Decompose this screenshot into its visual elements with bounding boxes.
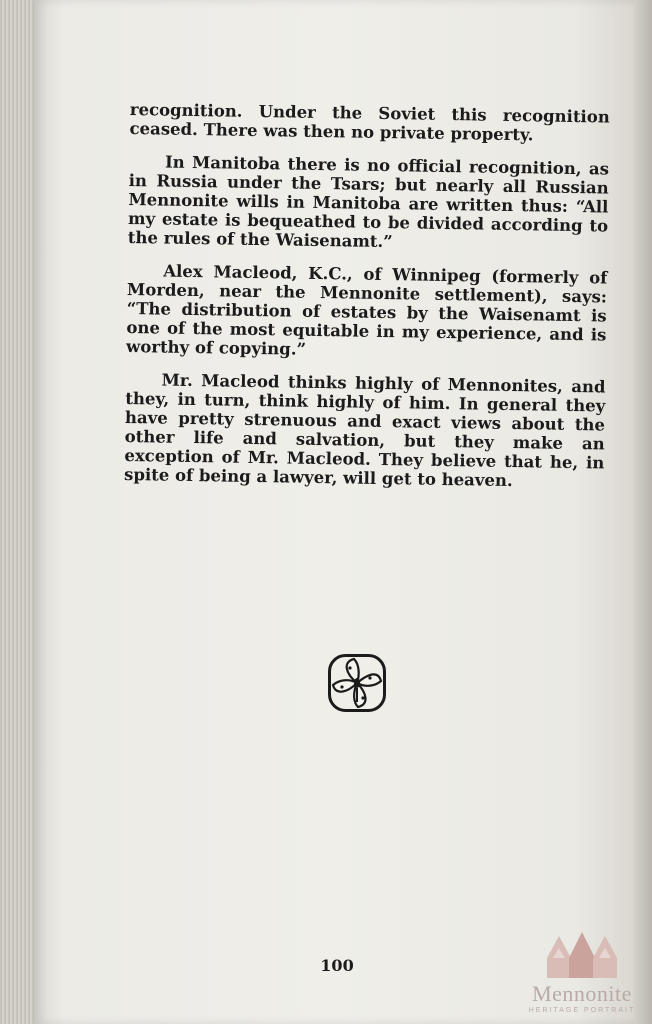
paragraph-3: Alex Macleod, K.C., of Winnipeg (formerly of Morden, near the Mennonite settlement), says: “The distribution of estates by the Waisenamt is one of the most equitable in my experience, and is worthy of copying.” [125,261,608,359]
watermark-title: Mennonite [532,981,632,1006]
watermark-subtitle: HERITAGE PORTRAIT [528,1007,636,1014]
page-number: 100 [320,956,354,975]
body-text [124,100,610,505]
mennonite-heritage-watermark [518,928,646,1016]
house-roof-logo-icon [545,928,619,980]
paragraph-1: recognition. Under the Soviet this recognition ceased. There was then no private property. [129,100,610,145]
book-gutter [634,0,652,1024]
lily-flower-ornament-icon [328,654,386,712]
paragraph-4: Mr. Macleod thinks highly of Mennonites, and they, in turn, think highly of him. In general they have pretty strenuous and exact views about the other life and salvation, but they make an exception of Mr. Macleod. They believe that he, in spite of being a lawyer, will get to heaven. [123,370,606,491]
paragraph-2: In Manitoba there is no official recognition, as in Russia under the Tsars; but nearly all Russian Mennonite wills in Manitoba are written thus: “All my estate is bequeathed to be divided according to the rules of the Waisenamt.” [127,152,610,252]
